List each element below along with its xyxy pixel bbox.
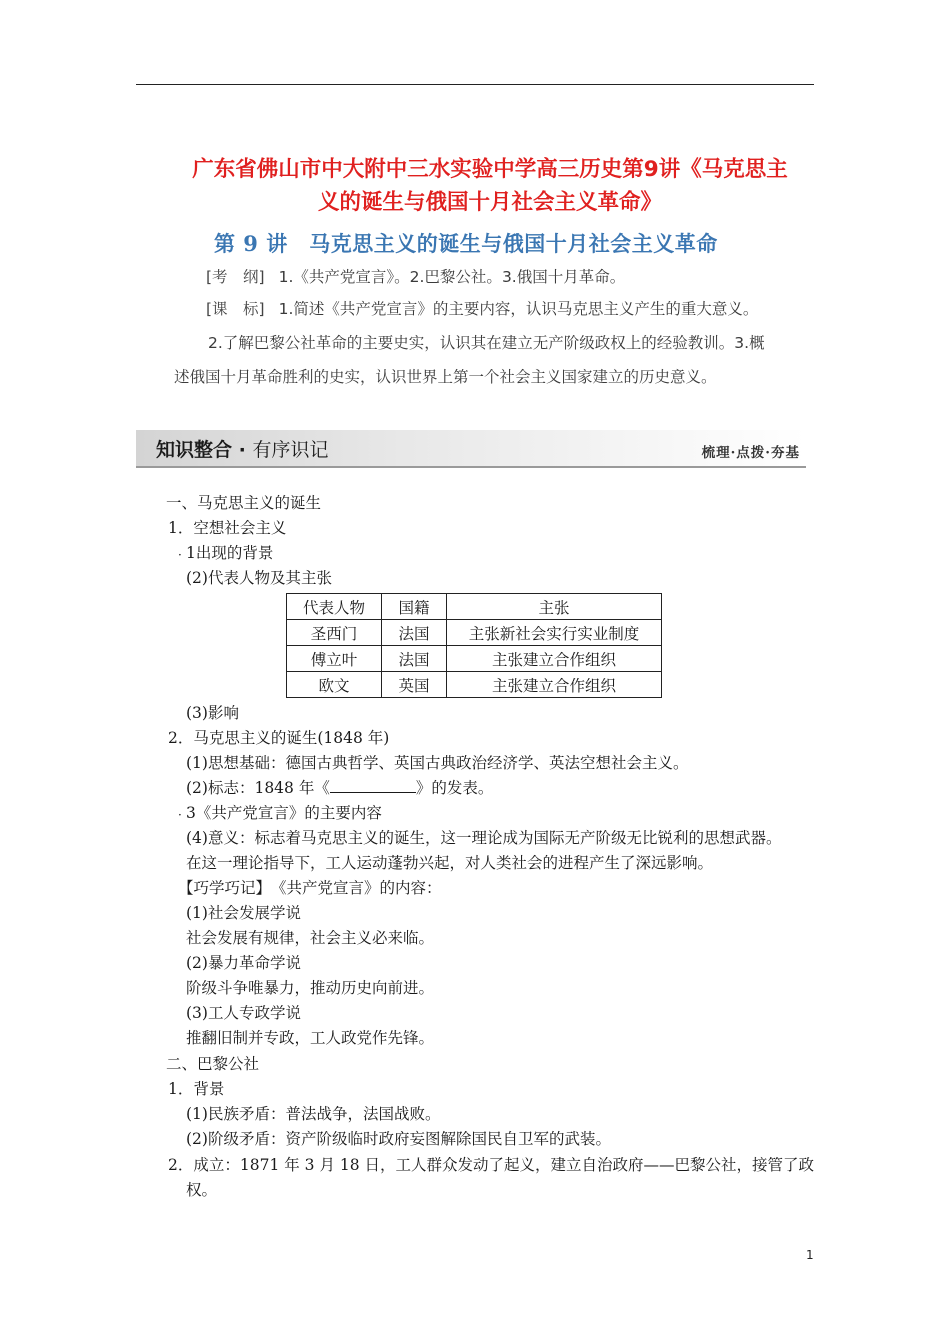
- banner-subtitle: 有序识记: [252, 439, 329, 461]
- memory-tip-3-text: 推翻旧制并专政，工人政党作先锋。: [186, 1029, 435, 1047]
- section-1-1-3: (3)影响: [186, 704, 239, 722]
- exam-outline-tag: [考 纲]: [206, 268, 265, 286]
- table-cell: 法国: [382, 646, 447, 672]
- table-header: 主张: [447, 594, 662, 620]
- section-1-2-2-suffix: 》的发表。: [415, 779, 494, 797]
- banner-right-label: 梳理·点拨·夯基: [701, 445, 800, 461]
- section-2-1: 1．背景: [168, 1080, 225, 1098]
- memory-tip-1-text: 社会发展有规律，社会主义必来临。: [186, 929, 435, 947]
- section-1-2-4-line-2: 在这一理论指导下，工人运动蓬勃兴起，对人类社会的进程产生了深远影响。: [186, 854, 714, 872]
- section-2-heading: 二、巴黎公社: [166, 1055, 260, 1073]
- banner-title: [156, 435, 328, 462]
- table-row: [287, 672, 662, 698]
- table-row: [287, 646, 662, 672]
- curriculum-standard-tag: [课 标]: [206, 300, 265, 318]
- page-number: 1: [806, 1248, 814, 1262]
- table-cell: 欧文: [287, 672, 382, 698]
- table-cell: 法国: [382, 620, 447, 646]
- section-1-2-2: [186, 778, 493, 798]
- table-header: 代表人物: [287, 594, 382, 620]
- curriculum-standard-line-4: 述俄国十月革命胜利的史实，认识世界上第一个社会主义国家建立的历史意义。: [174, 368, 717, 386]
- memory-tip-heading: 【巧学巧记】 《共产党宣言》的内容：: [178, 879, 442, 897]
- section-2-2-line-2: 权。: [186, 1181, 218, 1199]
- curriculum-standard: [206, 298, 758, 320]
- section-1-2: 2．马克思主义的诞生(1848 年): [168, 729, 390, 747]
- section-1-2-2-prefix: (2)标志：1848 年《: [186, 779, 330, 797]
- section-1-2-4-line-1: (4)意义：标志着马克思主义的诞生，这一理论成为国际无产阶级无比锐利的思想武器。: [186, 829, 782, 847]
- section-2-1-2: (2)阶级矛盾：资产阶级临时政府妄图解除国民自卫军的武装。: [186, 1130, 611, 1148]
- fill-in-blank[interactable]: [330, 778, 416, 793]
- memory-tip-2: (2)暴力革命学说: [186, 954, 301, 972]
- section-1-1: 1．空想社会主义: [168, 519, 287, 537]
- section-1-2-3: 3《共产党宣言》的主要内容: [186, 804, 382, 822]
- section-1-2-1: (1)思想基础：德国古典哲学、英国古典政治经济学、英法空想社会主义。: [186, 754, 689, 772]
- section-1-1-2: (2)代表人物及其主张: [186, 569, 332, 587]
- lecture-heading: 第 9 讲 马克思主义的诞生与俄国十月社会主义革命: [214, 231, 718, 256]
- curriculum-standard-line-3: 2.了解巴黎公社革命的主要史实，认识其在建立无产阶级政权上的经验教训。3.概: [208, 334, 765, 352]
- bullet-dot: ·: [178, 808, 182, 822]
- bullet-dot: ·: [178, 548, 182, 562]
- banner-title-main: 知识整合: [156, 439, 233, 461]
- exam-outline: [206, 266, 625, 288]
- thinkers-table: [286, 593, 662, 698]
- table-cell: 主张新社会实行实业制度: [447, 620, 662, 646]
- memory-tip-2-text: 阶级斗争唯暴力，推动历史向前进。: [186, 979, 435, 997]
- header-rule: [136, 84, 814, 85]
- section-2-2-line-1: 2．成立：1871 年 3 月 18 日，工人群众发动了起义，建立自治政府——巴黎公社，接管了政: [168, 1156, 815, 1174]
- table-cell: 英国: [382, 672, 447, 698]
- section-banner: [136, 430, 806, 468]
- table-header-row: [287, 594, 662, 620]
- memory-tip-1: (1)社会发展学说: [186, 904, 301, 922]
- section-1-heading: 一、马克思主义的诞生: [166, 494, 322, 512]
- document-title-line-2: 义的诞生与俄国十月社会主义革命》: [317, 190, 662, 215]
- document-title-line-1: 广东省佛山市中大附中三水实验中学高三历史第9讲《马克思主: [192, 157, 788, 182]
- memory-tip-3: (3)工人专政学说: [186, 1004, 301, 1022]
- document-title: [150, 153, 830, 219]
- table-cell: 傅立叶: [287, 646, 382, 672]
- banner-separator: ·: [232, 439, 253, 461]
- table-header: 国籍: [382, 594, 447, 620]
- table-row: [287, 620, 662, 646]
- exam-outline-text: 1.《共产党宣言》。2.巴黎公社。3.俄国十月革命。: [278, 268, 626, 286]
- curriculum-standard-text: 1.简述《共产党宣言》的主要内容，认识马克思主义产生的重大意义。: [278, 300, 759, 318]
- section-1-1-1: 1出现的背景: [186, 544, 274, 562]
- table-cell: 主张建立合作组织: [447, 672, 662, 698]
- section-2-1-1: (1)民族矛盾：普法战争，法国战败。: [186, 1105, 441, 1123]
- table-cell: 主张建立合作组织: [447, 646, 662, 672]
- table-cell: 圣西门: [287, 620, 382, 646]
